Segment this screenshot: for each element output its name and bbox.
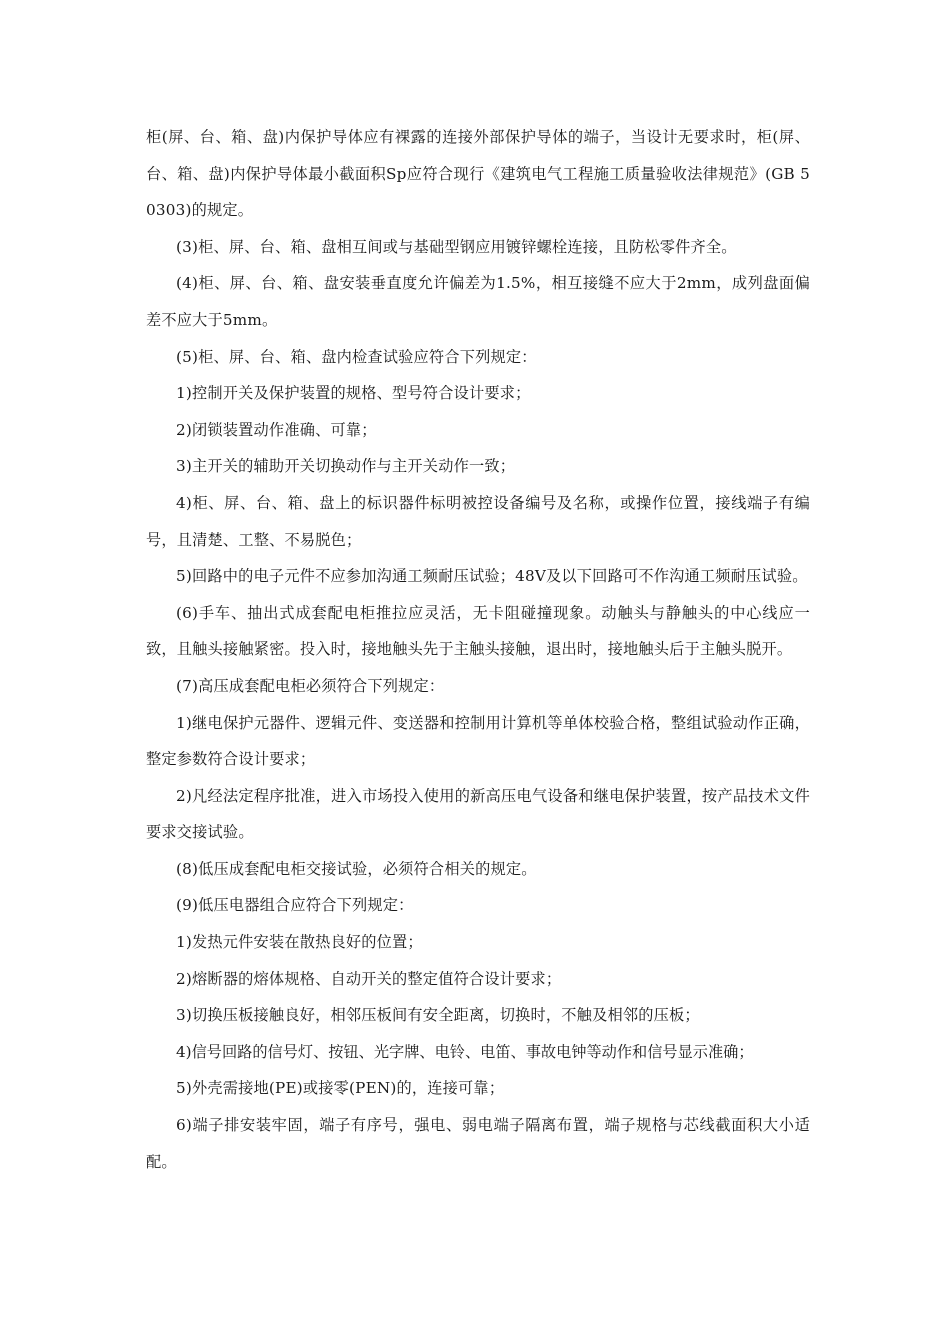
paragraph-item-5-3: 3)主开关的辅助开关切换动作与主开关动作一致； [176, 457, 516, 476]
paragraph-item-7: (7)高压成套配电柜必须符合下列规定： [176, 676, 445, 695]
paragraph-item-7-1: 1)继电保护元器件、逻辑元件、变送器和控制用计算机等单体校验合格，整组试验动作正确，整定参数符合设计要求； [146, 713, 810, 769]
paragraph-item-5-2: 2)闭锁装置动作准确、可靠； [176, 420, 377, 439]
paragraph-item-9-3: 3)切换压板接触良好，相邻压板间有安全距离，切换时，不触及相邻的压板； [176, 1006, 700, 1025]
paragraph-item-9-1: 1)发热元件安装在散热良好的位置； [176, 933, 423, 952]
paragraph-protective-conductor: 柜(屏、台、箱、盘)内保护导体应有裸露的连接外部保护导体的端子，当设计无要求时，柜(屏、台、箱、盘)内保护导体最小截面积Sp应符合现行《建筑电气工程施工质量验收法律规范》(GB 50303)的规定。 [146, 128, 810, 220]
paragraph-item-4: (4)柜、屏、台、箱、盘安装垂直度允许偏差为1.5%，相互接缝不应大于2mm，成列盘面偏差不应大于5mm。 [146, 274, 810, 329]
paragraph-item-9-4: 4)信号回路的信号灯、按钮、光字牌、电铃、电笛、事故电钟等动作和信号显示准确； [176, 1042, 754, 1061]
paragraph-item-8: (8)低压成套配电柜交接试验，必须符合相关的规定。 [176, 859, 537, 878]
paragraph-item-7-2: 2)凡经法定程序批准，进入市场投入使用的新高压电气设备和继电保护装置，按产品技术文件要求交接试验。 [146, 786, 810, 842]
paragraph-item-6: (6)手车、抽出式成套配电柜推拉应灵活，无卡阻碰撞现象。动触头与静触头的中心线应一致，且触头接触紧密。投入时，接地触头先于主触头接触，退出时，接地触头后于主触头脱开。 [146, 603, 810, 659]
paragraph-item-9-6: 6)端子排安装牢固，端子有序号，强电、弱电端子隔离布置，端子规格与芯线截面积大小适配。 [146, 1116, 810, 1171]
paragraph-item-9: (9)低压电器组合应符合下列规定： [176, 896, 414, 915]
paragraph-item-5: (5)柜、屏、台、箱、盘内检查试验应符合下列规定： [176, 347, 537, 366]
paragraph-item-9-5: 5)外壳需接地(PE)或接零(PEN)的，连接可靠； [176, 1079, 505, 1098]
paragraph-item-9-2: 2)熔断器的熔体规格、自动开关的整定值符合设计要求； [176, 969, 562, 988]
paragraph-item-5-1: 1)控制开关及保护装置的规格、型号符合设计要求； [176, 384, 531, 403]
paragraph-item-5-5: 5)回路中的电子元件不应参加沟通工频耐压试验；48V及以下回路可不作沟通工频耐压试验。 [176, 567, 808, 586]
paragraph-item-5-4: 4)柜、屏、台、箱、盘上的标识器件标明被控设备编号及名称，或操作位置，接线端子有编号，且清楚、工整、不易脱色； [146, 493, 810, 549]
paragraph-item-3: (3)柜、屏、台、箱、盘相互间或与基础型钢应用镀锌螺栓连接，且防松零件齐全。 [176, 237, 737, 256]
document-body [146, 119, 810, 1180]
